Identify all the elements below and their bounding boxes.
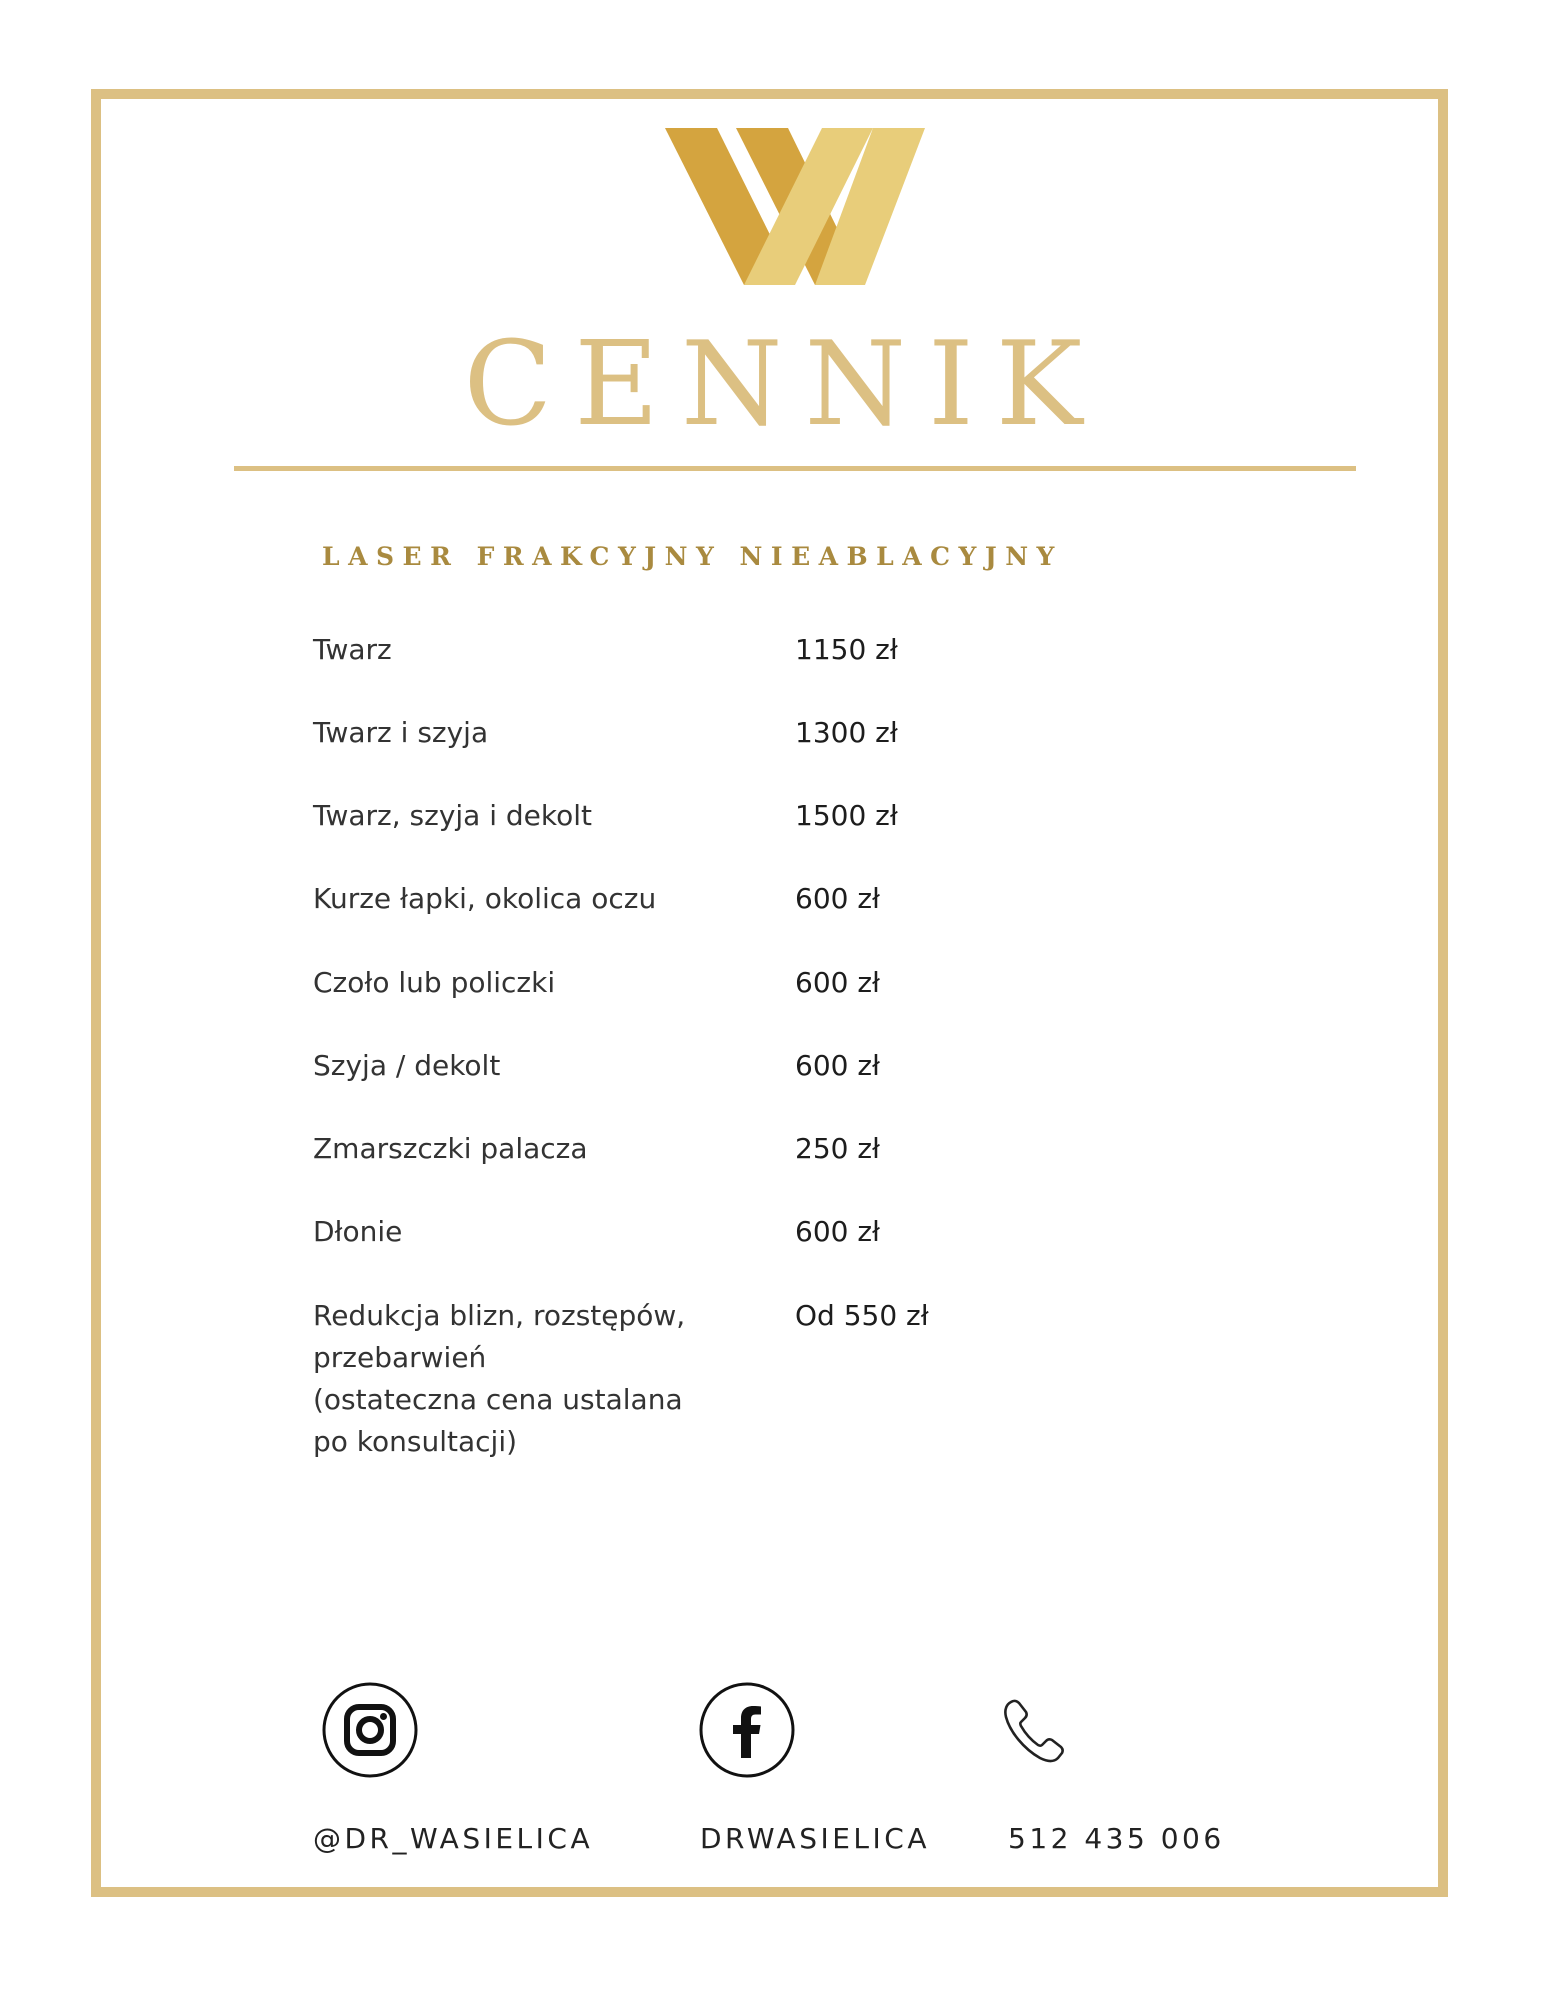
service-name: Czoło lub policzki: [313, 966, 556, 999]
service-name: Szyja / dekolt: [313, 1049, 501, 1082]
service-name: Twarz i szyja: [313, 716, 489, 749]
section-title: LASER FRAKCYJNY NIEABLACYJNY: [322, 542, 1063, 571]
service-name: Dłonie: [313, 1215, 403, 1248]
service-price: 600 zł: [795, 966, 880, 999]
service-price: 1300 zł: [795, 716, 898, 749]
service-price: 600 zł: [795, 882, 880, 915]
instagram-handle[interactable]: @DR_WASIELICA: [313, 1822, 594, 1855]
instagram-icon[interactable]: [322, 1682, 418, 1778]
service-price: Od 550 zł: [795, 1299, 929, 1332]
phone-number[interactable]: 512 435 006: [1008, 1822, 1225, 1855]
service-name: Redukcja blizn, rozstępów, przebarwień (ostateczna cena ustalana po konsultacji): [313, 1299, 686, 1458]
facebook-icon[interactable]: [699, 1682, 795, 1778]
phone-icon[interactable]: [1000, 1696, 1070, 1766]
service-name: Twarz: [313, 633, 392, 666]
page-title: CENNIK: [463, 317, 1105, 452]
service-price: 600 zł: [795, 1215, 880, 1248]
facebook-handle[interactable]: DRWASIELICA: [700, 1822, 930, 1855]
service-name: Twarz, szyja i dekolt: [313, 799, 593, 832]
service-name: Kurze łapki, okolica oczu: [313, 882, 657, 915]
service-name: Zmarszczki palacza: [313, 1132, 588, 1165]
w-logo: [665, 128, 925, 285]
service-price: 600 zł: [795, 1049, 880, 1082]
title-divider: [234, 466, 1356, 471]
service-price: 250 zł: [795, 1132, 880, 1165]
service-price: 1500 zł: [795, 799, 898, 832]
service-price: 1150 zł: [795, 633, 898, 666]
